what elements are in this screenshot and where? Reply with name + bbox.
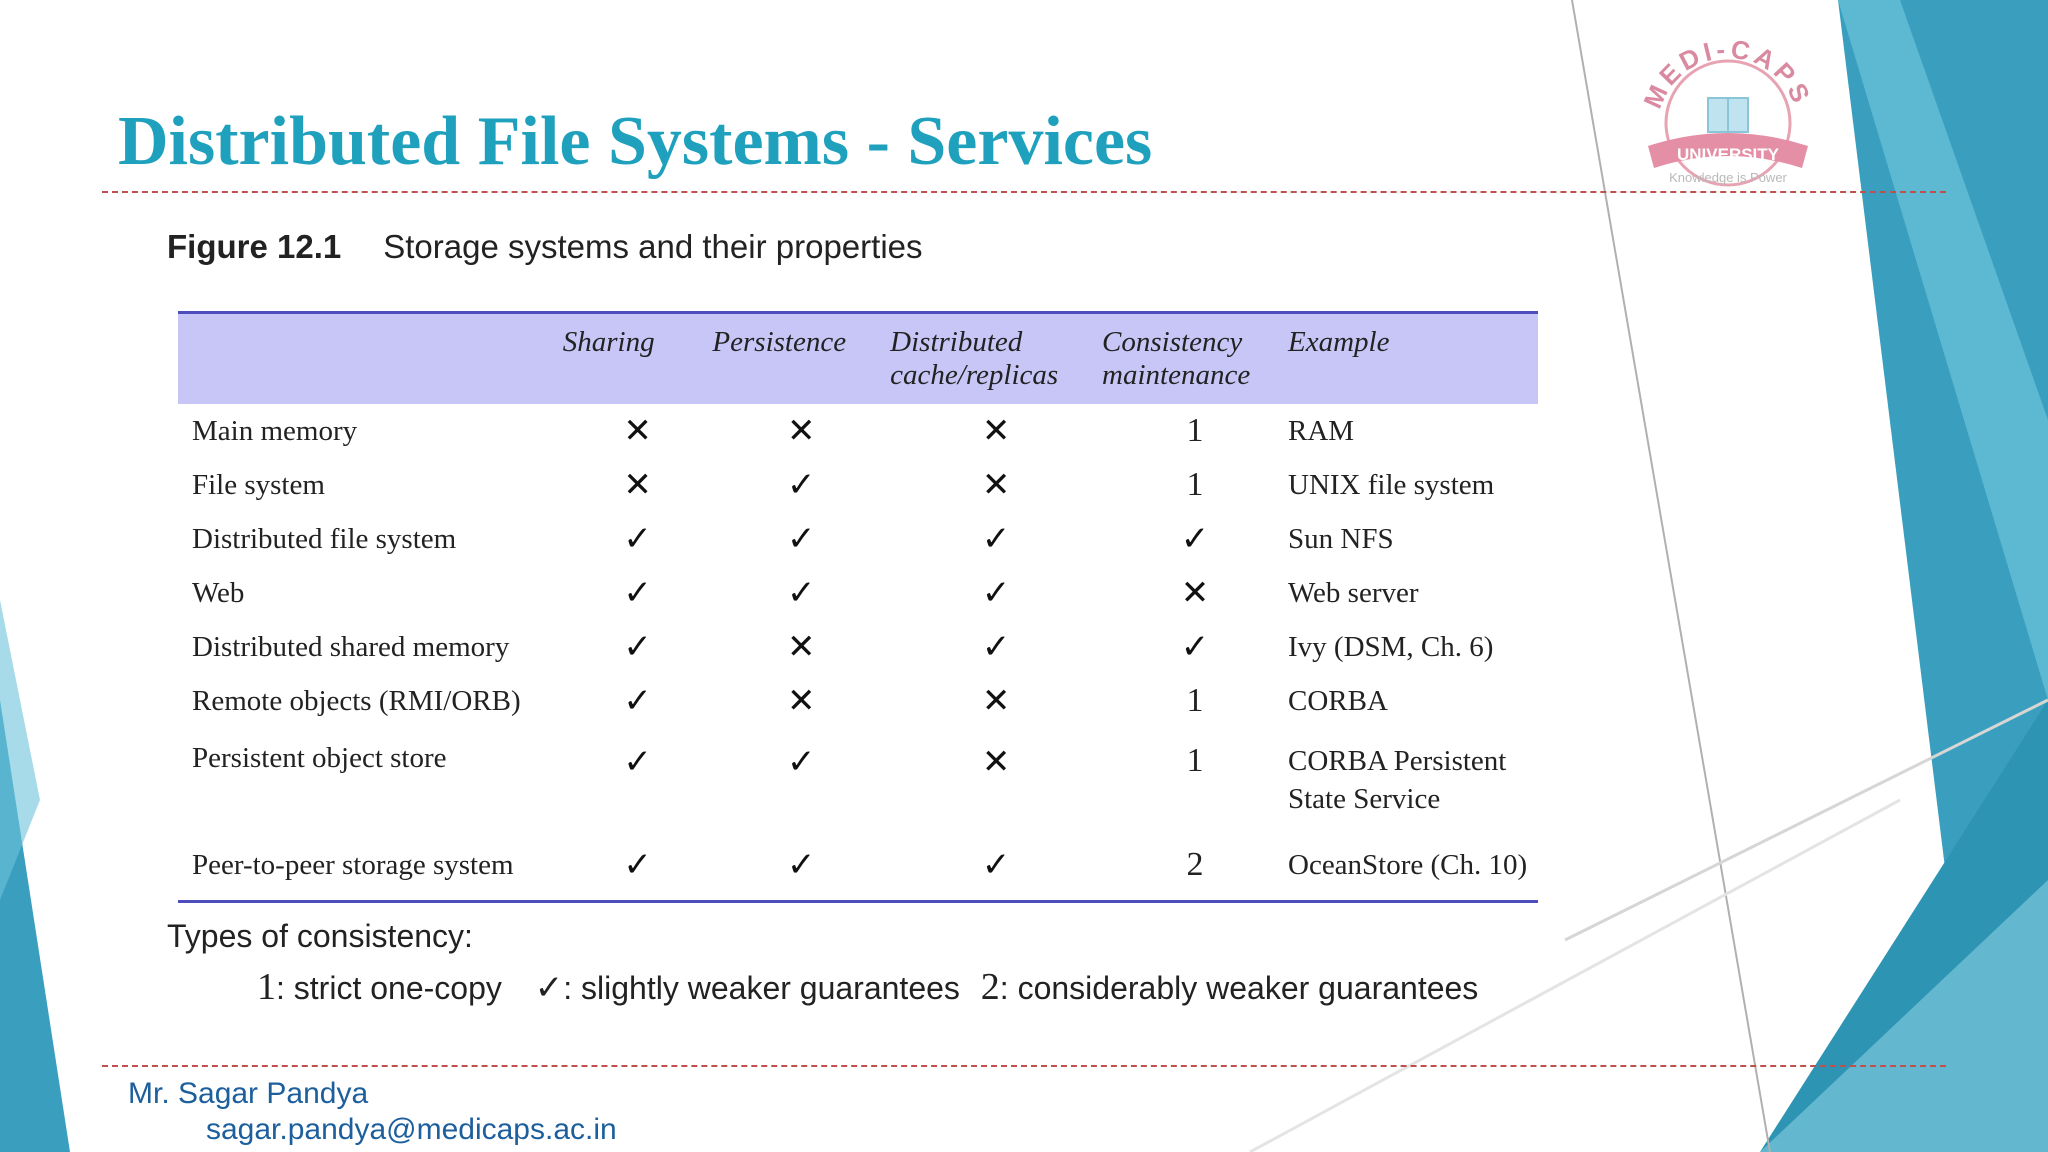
persistence-mark: ✓ (787, 845, 816, 885)
persistence-mark: ✕ (787, 627, 816, 667)
table-row (178, 566, 1538, 620)
legend-items (257, 965, 1478, 1009)
header-consistency: Consistency maintenance (1102, 313, 1288, 405)
logo-arc-text: MEDI-CAPS (1637, 33, 1818, 113)
legend-symbol-check: ✓ (534, 968, 564, 1008)
university-logo (1618, 28, 1838, 198)
row-example: OceanStore (Ch. 10) (1288, 830, 1538, 902)
figure-caption: Storage systems and their properties (383, 228, 923, 265)
sharing-mark: ✓ (623, 519, 652, 559)
row-example: UNIX file system (1288, 468, 1495, 501)
sharing-mark: ✕ (623, 411, 652, 451)
row-name: Distributed shared memory (192, 630, 510, 663)
row-name: Persistent object store (192, 742, 447, 774)
cache-mark: ✓ (981, 573, 1011, 613)
table-row (178, 830, 1538, 902)
sharing-mark: ✓ (623, 573, 652, 613)
row-example: RAM (1288, 414, 1355, 447)
sharing-mark: ✓ (623, 681, 652, 721)
row-name: Web (192, 576, 245, 609)
cache-mark: ✕ (981, 681, 1011, 721)
persistence-mark: ✕ (787, 411, 816, 451)
persistence-mark: ✓ (787, 742, 816, 782)
header-distributed-cache: Distributed cache/replicas (890, 313, 1102, 405)
persistence-mark: ✓ (787, 573, 816, 613)
logo-tagline: Knowledge is Power (1669, 170, 1787, 185)
author-email: sagar.pandya@medicaps.ac.in (206, 1113, 617, 1146)
figure-caption-line (167, 228, 923, 266)
table-row (178, 458, 1538, 512)
row-name: File system (192, 468, 325, 501)
cache-mark: ✕ (981, 411, 1011, 451)
sharing-mark: ✕ (623, 465, 652, 505)
table-row (178, 674, 1538, 728)
top-divider (102, 191, 1946, 193)
persistence-mark: ✓ (787, 465, 816, 505)
header-sharing: Sharing (563, 313, 713, 405)
table-row (178, 620, 1538, 674)
storage-properties-table (178, 311, 1538, 903)
consistency-mark: 1 (1186, 466, 1204, 503)
consistency-mark: 2 (1186, 846, 1204, 883)
table-row (178, 404, 1538, 458)
consistency-legend (167, 918, 1478, 1009)
sharing-mark: ✓ (623, 742, 652, 782)
legend-heading: Types of consistency: (167, 918, 473, 954)
legend-symbol-1: 1 (257, 966, 276, 1008)
persistence-mark: ✕ (787, 681, 816, 721)
consistency-mark: 1 (1186, 412, 1204, 449)
sharing-mark: ✓ (623, 845, 652, 885)
figure-label: Figure 12.1 (167, 228, 342, 265)
cache-mark: ✕ (981, 742, 1011, 782)
table-header-row (178, 313, 1538, 405)
bottom-divider (102, 1065, 1946, 1067)
logo-ribbon-text: UNIVERSITY (1676, 145, 1780, 164)
slide-title: Distributed File Systems - Services (118, 103, 1153, 180)
row-name: Distributed file system (192, 522, 457, 555)
cache-mark: ✓ (981, 845, 1011, 885)
cache-mark: ✓ (981, 519, 1011, 559)
consistency-mark: 1 (1186, 682, 1204, 719)
table-row (178, 512, 1538, 566)
legend-text-2: : considerably weaker guarantees (999, 970, 1479, 1006)
cache-mark: ✕ (981, 465, 1011, 505)
row-example: CORBA Persistent State Service (1288, 745, 1507, 815)
consistency-mark: ✕ (1180, 573, 1210, 613)
author-name: Mr. Sagar Pandya (128, 1077, 369, 1110)
row-example: Web server (1288, 576, 1419, 609)
table-row (178, 728, 1538, 830)
row-name: Peer-to-peer storage system (178, 830, 563, 902)
consistency-mark: ✓ (1180, 627, 1210, 667)
persistence-mark: ✓ (787, 519, 816, 559)
legend-text-1: : strict one-copy (276, 970, 502, 1006)
header-system (178, 313, 563, 405)
row-example: Ivy (DSM, Ch. 6) (1288, 630, 1494, 663)
row-example: CORBA (1288, 684, 1388, 717)
header-example: Example (1288, 313, 1538, 405)
row-example: Sun NFS (1288, 522, 1394, 555)
row-name: Main memory (192, 414, 358, 447)
row-name: Remote objects (RMI/ORB) (192, 684, 521, 717)
legend-text-check: : slightly weaker guarantees (563, 970, 960, 1006)
header-persistence: Persistence (712, 313, 890, 405)
consistency-mark: ✓ (1180, 519, 1210, 559)
sharing-mark: ✓ (623, 627, 652, 667)
cache-mark: ✓ (981, 627, 1011, 667)
legend-symbol-2: 2 (980, 966, 1000, 1008)
consistency-mark: 1 (1186, 742, 1204, 779)
author-block (128, 1076, 617, 1148)
